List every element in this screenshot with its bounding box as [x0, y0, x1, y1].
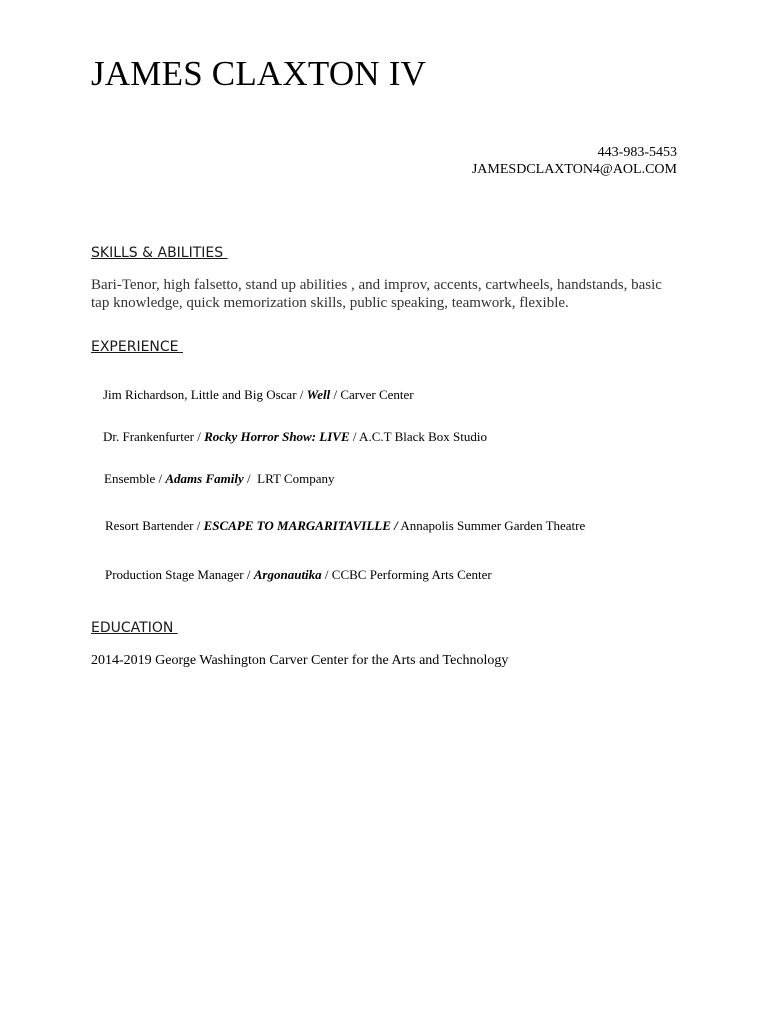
experience-title: Argonautika — [253, 567, 322, 582]
experience-item — [92, 551, 492, 599]
experience-role: Jim Richardson, Little and Big Oscar / — [103, 387, 307, 402]
experience-item — [90, 371, 414, 419]
experience-venue: / Carver Center — [330, 387, 414, 402]
email-address: JAMESDCLAXTON4@AOL.COM — [471, 162, 677, 177]
experience-role: Ensemble / — [104, 471, 166, 486]
experience-venue: / CCBC Performing Arts Center — [321, 567, 492, 582]
experience-item — [91, 455, 334, 503]
experience-role: Dr. Frankenfurter / — [103, 429, 205, 444]
education-item: 2014-2019 George Washington Carver Center for the Arts and Technology — [91, 653, 509, 668]
experience-title: ESCAPE TO MARGARITAVILLE / — [203, 518, 398, 533]
experience-venue: Annapolis Summer Garden Theatre — [397, 518, 586, 533]
skills-heading: SKILLS & ABILITIES — [91, 245, 228, 261]
experience-role: Resort Bartender / — [105, 518, 204, 533]
skills-text: Bari-Tenor, high falsetto, stand up abilities , and improv, accents, cartwheels, handstands, basic tap knowledge, quick memorization skills, public speaking, teamwork, flexible. — [91, 277, 662, 311]
experience-item — [92, 502, 585, 550]
experience-title: Rocky Horror Show: LIVE — [204, 429, 350, 444]
experience-item — [90, 413, 487, 461]
experience-title: Well — [306, 387, 331, 402]
experience-role: Production Stage Manager / — [105, 567, 254, 582]
experience-heading: EXPERIENCE — [91, 339, 183, 355]
contact-block — [472, 144, 677, 178]
phone-number: 443-983-5453 — [597, 145, 677, 160]
resume-name: JAMES CLAXTON IV — [91, 54, 427, 93]
experience-title: Adams Family — [165, 471, 244, 486]
experience-venue: / LRT Company — [243, 471, 335, 486]
education-heading: EDUCATION — [91, 620, 178, 636]
experience-venue: / A.C.T Black Box Studio — [349, 429, 488, 444]
